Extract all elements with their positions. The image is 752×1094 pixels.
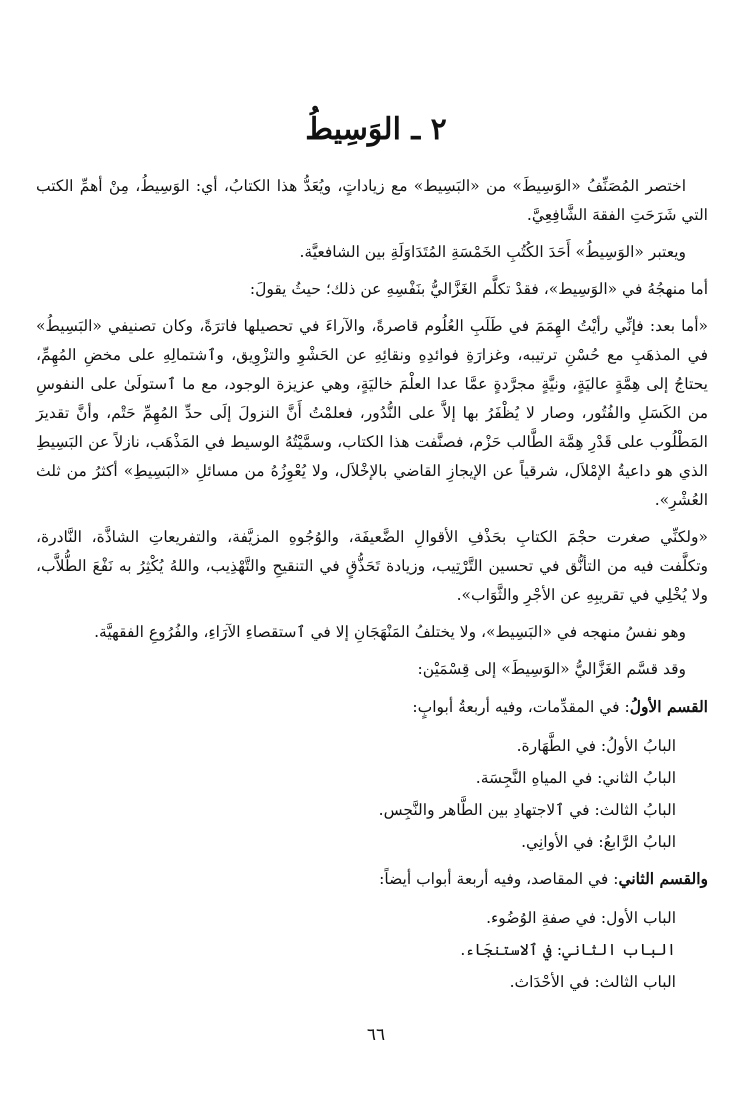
page-number: ٦٦	[366, 1025, 386, 1045]
body-text	[36, 172, 708, 1004]
paragraph-five-books: ويعتبر «الوَسِيطُ» أَحَدَ الكُتُبِ الخَمْسَةِ المُتَدَاوَلَةِ بين الشافعيَّة.	[299, 243, 686, 261]
paragraph-division: وقد قسَّم الغَزَّاليُّ «الوَسِيطَ» إلى قِسْمَيْن:	[417, 660, 686, 678]
section-two-label: والقسم الثاني	[618, 869, 708, 888]
chapter-item: الباب الأول: في صفةِ الوُضُوء.	[486, 909, 676, 927]
paragraph-method: أما منهجُهُ في «الوَسِيط»، فقدْ تكلَّم الغَزَّاليُّ بنَفْسِهِ عن ذلك؛ حيثُ يقولَ:	[249, 280, 708, 298]
section-one-intro: : في المقدِّمات، وفيه أربعةُ أبوابٍ:	[412, 698, 630, 716]
section-two-intro: : في المقاصد، وفيه أربعة أبواب أيضاً:	[379, 870, 619, 888]
section-one-heading	[36, 692, 708, 722]
chapter-item: الباب الثالث: في الأحْدَاث.	[509, 973, 676, 991]
section-one-label: القسم الأولُ	[629, 697, 708, 716]
section-two-heading	[36, 864, 708, 894]
section-two-chapters	[36, 902, 708, 998]
chapter-item: البابُ الأولُ: في الطَّهَارة.	[516, 737, 676, 755]
paragraph-intro: اختصر المُصَنِّفُ «الوَسِيطَ» من «البَسِيط» مع زياداتٍ، ويُعَدُّ هذا الكتابُ، أي: الوَسِيطُ، مِنْ أهمِّ الكتب التي شَرَحَتِ الفقهَ الشَّافِعِيَّ.	[36, 177, 708, 224]
chapter-item: البابُ الثاني: في المياهِ النَّجِسَة.	[475, 769, 676, 787]
section-one-chapters	[36, 730, 708, 858]
chapter-item: البابُ الثالث: في ٱلاجتهادِ بين الطَّاهر والنَّجِس.	[378, 801, 676, 819]
chapter-heading: ٢ ـ الوَسِيطُ	[305, 112, 447, 147]
chapter-item: البابُ الرَّابعُ: في الأوانِي.	[521, 833, 676, 851]
paragraph-comparison: وهو نفسُ منهجه في «البَسِيط»، ولا يختلفُ المَنْهَجَانِ إلا في ٱستقصاءِ الآرَاءِ، والفُرُوعِ الفقهيَّة.	[94, 623, 686, 641]
chapter-item: الباب الثاني: في ٱلاستنجَاء.	[460, 941, 676, 959]
paragraph-quote-2: «ولكنِّي صغرت حجْمَ الكتابِ بحَذْفِ الأقوالِ الضَّعيفَة، والوُجُوهِ المزيَّفة، والتفريعاتِ الشاذَّة، النَّادرة، وتكلَّفت فيه من التأنُّق في تحسين التَّرْتِيب، وزيادة تَحَذُّقٍ في التنقيحِ والتَّهْذِيب، واللهُ يُكْثِرُ به نَفْعَ الطُّلاَّب، ولا يُخْلِي في تقريبِهِ عن الأجْرِ والثَّوَاب».	[36, 528, 708, 604]
paragraph-quote-1: «أما بعد: فإنِّي رأيْتُ الهِمَمَ في طَلَبِ العُلُوم قاصرةً، والآراءَ في تحصيلها فاترَةً، وكان تصنيفي «البَسِيطُ» في المذهَبِ مع حُسْنِ ترتيبه، وغزارَةِ فوائدِهِ ونقائِهِ عن الحَشْوِ والتزْوِيق، وٱشتمالِهِ على مخضِ المُهِمِّ، يحتاجُ إلى هِمَّةٍ عاليَةٍ، ونيَّةٍ مجرَّدةٍ عمَّا عدا العلْمَ خاليَةٍ، وهي عزيزة الوجود، مع ما ٱستولَىٰ على النفوسِ من الكَسَلِ والفُتُور، وصار لا يُظْفَرُ بها إلاَّ على النُّدُور، فعلمْتُ أَنَّ النزولَ إلَى حدِّ المُهِمِّ حَتْم، وأنَّ تقديرَ المَطْلُوب على قَدْرِ هِمَّة الطَّالب حَزْم، فصنَّفت هذا الكتاب، وسمَّيْتُهُ الوسيط في المَذْهَب، نازلاً عن البَسِيطِ الذي هو داعيةُ الإمْلاَل، شرقياً عن الإيجازِ القاضي بالإخْلاَل، ولا يُعْوِزُهُ من مسائلِ «البَسِيطِ» أكثرُ من ثلث العُشْرِ».	[36, 317, 708, 509]
